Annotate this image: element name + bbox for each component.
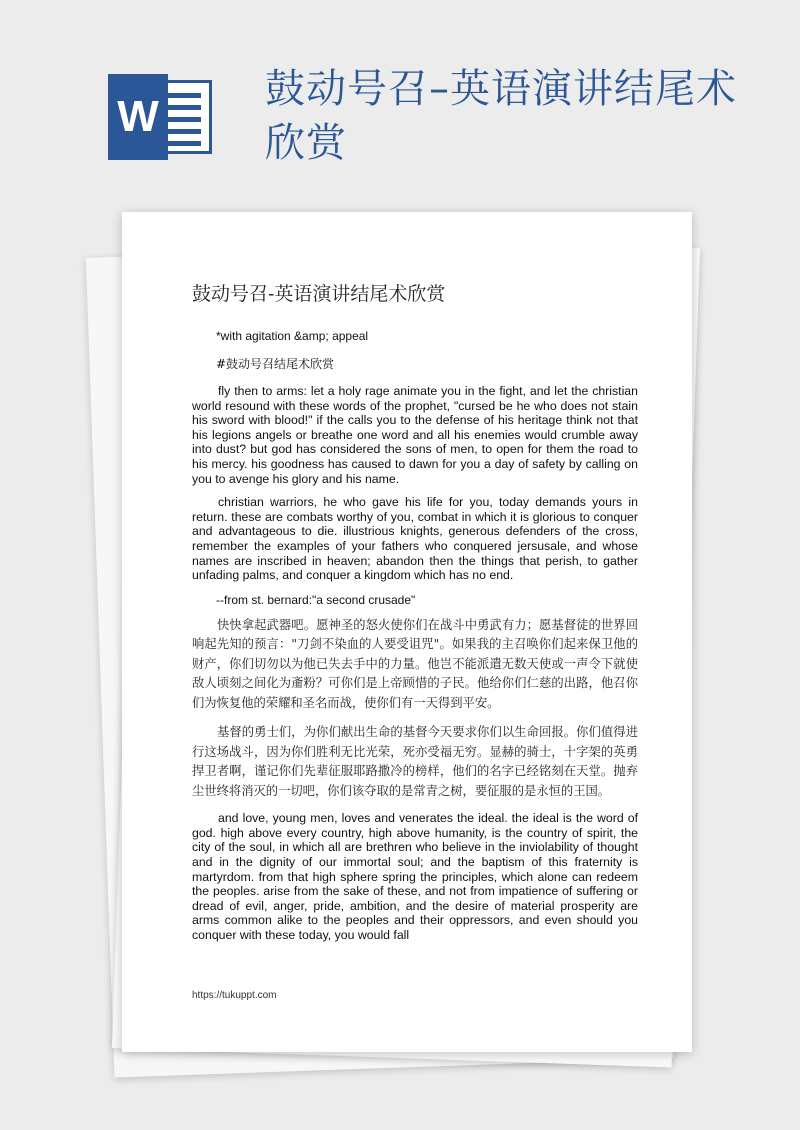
tag-line: *with agitation &amp; appeal [216,329,369,343]
footer-url: https://tukuppt.com [192,990,277,1001]
paragraph: 快快拿起武器吧。愿神圣的怒火使你们在战斗中勇武有力；愿基督徒的世界回响起先知的预言："刀剑不染血的人要受诅咒"。如果我的主召唤你们起来保卫他的财产，你们切勿以为他已失去手中的力量。他岂不能派遣无数天使或一声令下就使敌人顷刻之间化为齑粉？可你们是上帝顾惜的子民。他给你们仁慈的出路，他召你们为恢复他的荣耀和圣名而战，使你们有一天得到平安。 [192,617,638,710]
document-body [192,328,638,952]
banner [0,0,800,200]
document-page [122,212,692,1052]
paragraph: christian warriors, he who gave his life for you, today demands yours in return. these are combats worthy of you, combat in which it is glorious to conquer and advantageous to die. illustrious knights, generous defenders of the cross, remember the examples of your fathers who conquered jersusale, and whose names are inscribed in heaven; abandon then the things that perish, to gather unfading palms, and conquer a kingdom which has no end. [192,495,638,583]
paragraph: 基督的勇士们，为你们献出生命的基督今天要求你们以生命回报。你们值得进行这场战斗，因为你们胜利无比光荣，死亦受福无穷。显赫的骑士，十字架的英勇捍卫者啊，谨记你们先辈征服耶路撒冷的榜样，他们的名字已经铭刻在天堂。抛弃尘世终将消灭的一切吧，你们该夺取的是常青之树，要征服的是永恒的王国。 [192,725,638,798]
source-citation: --from st. bernard:"a second crusade" [216,592,416,607]
word-document-icon [108,74,216,160]
paragraph: and love, young men, loves and venerates the ideal. the ideal is the word of god. high above every country, high above humanity, is the country of spirit, the city of the soul, in which all are brethren who believe in the inviolability of thought and in the dignity of our immortal soul; and the baptism of this fraternity is martyrdom. from that high sphere spring the principles, which alone can redeem the peoples. arise from the sake of these, and not from impatience of suffering or dread of evil, anger, pride, ambition, and the desire of material prosperity are arms common alike to the peoples and their oppressors, and even should you conquer with these today, you would fall [192,811,638,942]
banner-title: 鼓动号召–英语演讲结尾术欣赏 [265,66,737,166]
hash-line: #鼓动号召结尾术欣赏 [216,357,335,371]
page-fade [122,952,692,982]
word-letter-badge: W [108,74,168,160]
document-title: 鼓动号召-英语演讲结尾术欣赏 [192,283,446,305]
paragraph: fly then to arms: let a holy rage animate you in the fight, and let the christian world resound with these words of the prophet, "cursed be he who does not stain his sword with blood!" if the calls you to the defense of his heritage think not that his legions angels or breathe one word and all his enemies would crumble away into dust? but god has considered the sons of men, to open for them the road to his mercy. his goodness has caused to dawn for you a day of safety by calling on you to avenge his glory and his name. [192,384,638,486]
